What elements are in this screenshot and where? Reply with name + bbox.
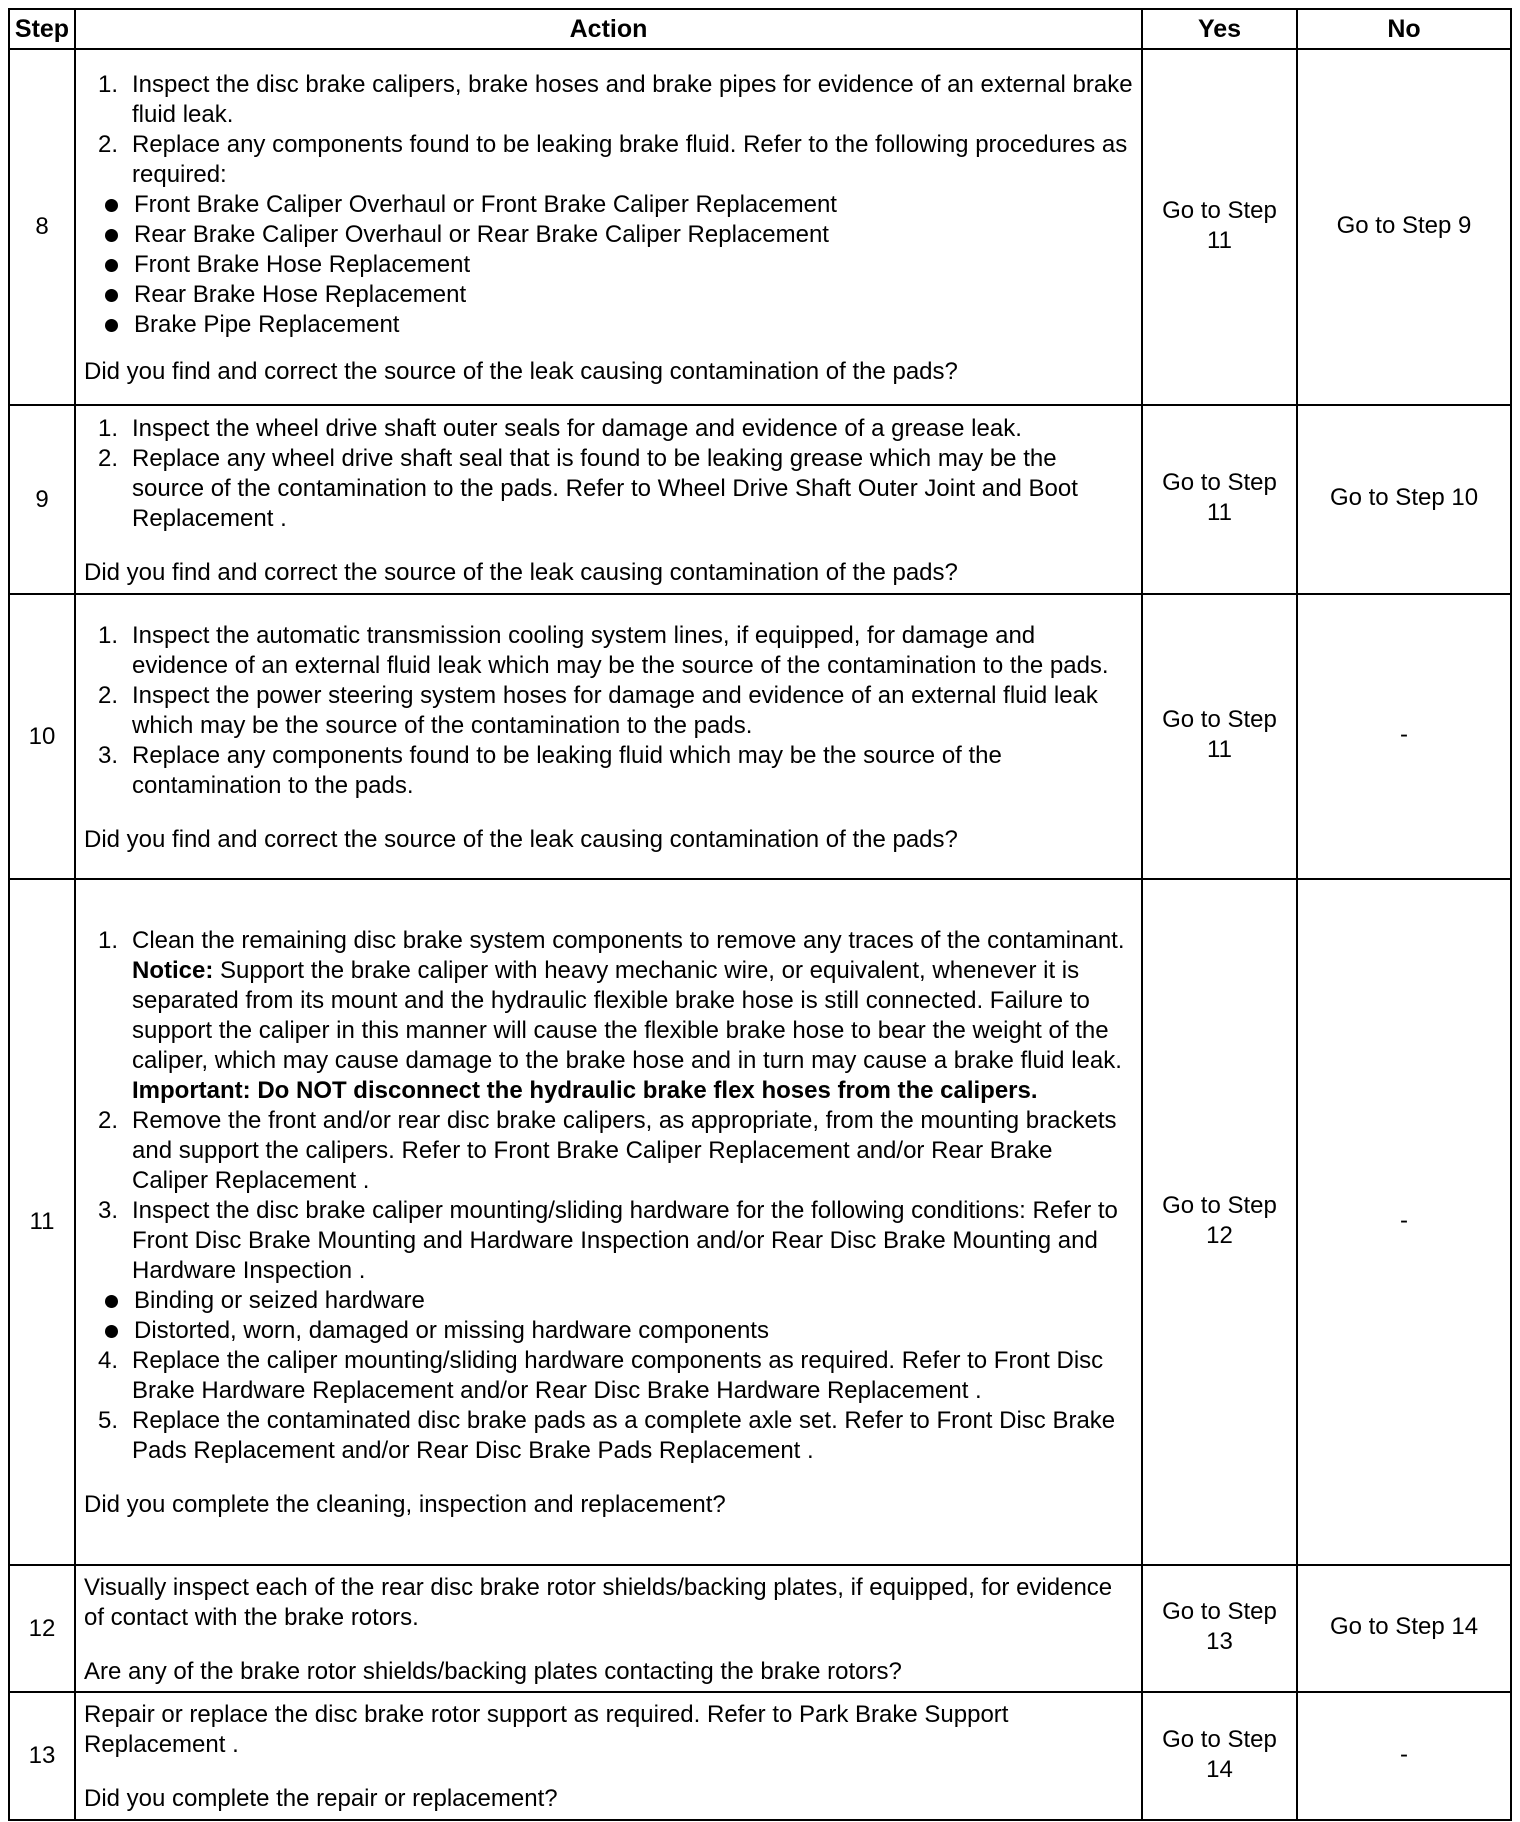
list-item-text: Brake Pipe Replacement [134,310,400,338]
step-index: 1. [98,414,119,442]
action-step [84,681,1133,741]
no-cell: Go to Step 14 [1297,1565,1511,1692]
step-text: Inspect the disc brake caliper mounting/sliding hardware for the following conditions: Refer to Front Disc Brake Mounting and Hardware Inspection and/or Rear Disc Brake Mounting and Hardware Inspection . [132,1197,1118,1284]
list-item [84,190,1133,220]
yes-goto-label: Go to Step [1162,1598,1277,1625]
yes-goto-label: Go to Step [1162,469,1277,496]
yes-goto-label: Go to Step [1162,1191,1277,1219]
action-steps [84,414,1133,534]
yes-cell [1142,879,1297,1565]
diagnostic-table-container [8,8,1510,1821]
step-index: 2. [98,1107,119,1134]
yes-cell [1142,594,1297,879]
action-step [84,741,1133,801]
action-step [84,444,1133,534]
yes-cell [1142,1565,1297,1692]
step-index: 2. [98,130,119,158]
step-text: Visually inspect each of the rear disc brake rotor shields/backing plates, if equipped, for evidence of contact with the brake rotors. [84,1573,1113,1631]
list-item [84,310,1133,340]
bullet-icon [105,289,118,302]
yes-goto-label: Go to Step [1162,196,1277,224]
notice-text: Support the brake caliper with heavy mechanic wire, or equivalent, whenever it is separated from its mount and the hydraulic flexible brake hose is still connected. Failure to support the caliper in this manner will cause the flexible brake hose to bear the weight of the caliper, which may cause damage to the brake hose and in turn may cause a brake fluid leak. [132,957,1122,1074]
action-steps [84,621,1133,801]
yes-cell [1142,405,1297,594]
step-index: 1. [98,70,119,98]
action-cell [75,49,1142,405]
step-text: Replace the contaminated disc brake pads as a complete axle set. Refer to Front Disc Brake Pads Replacement and/or Rear Disc Brake Pads Replacement . [132,1407,1116,1464]
step-text: Clean the remaining disc brake system components to remove any traces of the contaminant. [132,927,1125,954]
yes-cell [1142,1692,1297,1820]
step-number: 10 [9,594,75,879]
step-number: 12 [9,1565,75,1692]
action-steps [84,926,1133,1286]
no-cell: - [1297,1692,1511,1820]
bullet-icon [105,319,118,332]
step-number: 11 [9,879,75,1565]
action-step [84,621,1133,681]
yes-goto-step: 14 [1206,1755,1233,1783]
diagnostic-table [8,8,1512,1821]
procedure-list [84,190,1133,340]
notice-block [132,956,1133,1076]
step-text: Inspect the wheel drive shaft outer seals for damage and evidence of a grease leak. [132,414,1022,442]
step-index: 1. [98,621,119,649]
step-text: Replace any components found to be leaking brake fluid. Refer to the following procedures as required: [132,130,1128,188]
step-number: 13 [9,1692,75,1820]
table-row-step-9 [9,405,1511,594]
no-cell: Go to Step 9 [1297,49,1511,405]
step-number: 9 [9,405,75,594]
list-item [84,1316,1133,1346]
step-question: Did you complete the cleaning, inspection and replacement? [84,1491,726,1518]
step-text: Inspect the disc brake calipers, brake hoses and brake pipes for evidence of an external brake fluid leak. [132,70,1133,128]
yes-goto-step: 11 [1207,226,1232,254]
table-row-step-11 [9,879,1511,1565]
list-item-text: Distorted, worn, damaged or missing hardware components [134,1317,769,1344]
bullet-icon [105,199,118,212]
list-item-text: Rear Brake Hose Replacement [134,280,467,308]
bullet-icon [105,229,118,242]
yes-goto-step: 11 [1207,499,1232,526]
step-question: Did you complete the repair or replacement? [84,1785,558,1812]
step-index: 4. [98,1347,119,1374]
list-item [84,250,1133,280]
no-cell: - [1297,879,1511,1565]
yes-goto-step: 11 [1207,736,1232,763]
list-item-text: Front Brake Hose Replacement [134,250,471,278]
table-row-step-10 [9,594,1511,879]
action-step [84,130,1133,190]
action-cell [75,879,1142,1565]
action-step [84,1196,1133,1286]
step-index: 2. [98,444,119,472]
action-step [84,414,1133,444]
step-text: Replace any wheel drive shaft seal that is found to be leaking grease which may be the source of the contamination to the pads. Refer to Wheel Drive Shaft Outer Joint and Boot Replacement . [132,444,1078,532]
header-action: Action [75,9,1142,49]
list-item-text: Front Brake Caliper Overhaul or Front Brake Caliper Replacement [134,190,837,218]
step-index: 1. [98,927,119,954]
action-cell [75,594,1142,879]
no-cell: Go to Step 10 [1297,405,1511,594]
action-step [84,1106,1133,1196]
bullet-icon [105,1325,118,1338]
step-text: Remove the front and/or rear disc brake calipers, as appropriate, from the mounting brackets and support the calipers. Refer to Front Brake Caliper Replacement and/or Rear Brake Caliper Replacement . [132,1107,1117,1194]
header-no: No [1297,9,1511,49]
yes-goto-label: Go to Step [1162,1725,1277,1753]
table-row-step-13 [9,1692,1511,1820]
step-text: Replace the caliper mounting/sliding hardware components as required. Refer to Front Disc Brake Hardware Replacement and/or Rear Disc Brake Hardware Replacement . [132,1347,1104,1404]
step-index: 3. [98,1197,119,1224]
list-item-text: Rear Brake Caliper Overhaul or Rear Brake Caliper Replacement [134,220,829,248]
conditions-list [84,1286,1133,1346]
yes-goto-step: 12 [1206,1221,1233,1249]
step-text: Repair or replace the disc brake rotor support as required. Refer to Park Brake Support Replacement . [84,1701,1009,1758]
list-item [84,1286,1133,1316]
list-item [84,280,1133,310]
table-row-step-12 [9,1565,1511,1692]
table-row-step-8 [9,49,1511,405]
step-question: Did you find and correct the source of the leak causing contamination of the pads? [84,357,958,385]
yes-goto-step: 13 [1206,1628,1233,1655]
list-item-text: Binding or seized hardware [134,1287,425,1314]
notice-label: Notice: [132,957,214,984]
important-note: Important: Do NOT disconnect the hydraulic brake flex hoses from the calipers. [132,1077,1038,1104]
yes-cell [1142,49,1297,405]
yes-goto-label: Go to Step [1162,706,1277,733]
bullet-icon [105,259,118,272]
step-index: 2. [98,681,119,709]
no-cell: - [1297,594,1511,879]
action-steps-continued [84,1346,1133,1466]
step-question: Did you find and correct the source of the leak causing contamination of the pads? [84,558,958,586]
action-cell [75,1692,1142,1820]
header-step: Step [9,9,75,49]
step-number: 8 [9,49,75,405]
step-text: Inspect the automatic transmission cooling system lines, if equipped, for damage and evidence of an external fluid leak which may be the source of the contamination to the pads. [132,621,1109,679]
action-step [84,1346,1133,1406]
action-cell [75,1565,1142,1692]
step-index: 3. [98,741,119,769]
action-step [84,926,1133,1106]
list-item [84,220,1133,250]
step-question: Are any of the brake rotor shields/backing plates contacting the brake rotors? [84,1657,902,1685]
action-step [84,1406,1133,1466]
step-index: 5. [98,1407,119,1434]
header-row [9,9,1511,49]
step-text: Replace any components found to be leaking fluid which may be the source of the contamination to the pads. [132,741,1002,799]
header-yes: Yes [1142,9,1297,49]
action-step [84,70,1133,130]
bullet-icon [105,1295,118,1308]
action-steps [84,70,1133,190]
step-question: Did you find and correct the source of the leak causing contamination of the pads? [84,825,958,853]
action-cell [75,405,1142,594]
step-text: Inspect the power steering system hoses for damage and evidence of an external fluid leak which may be the source of the contamination to the pads. [132,681,1098,739]
